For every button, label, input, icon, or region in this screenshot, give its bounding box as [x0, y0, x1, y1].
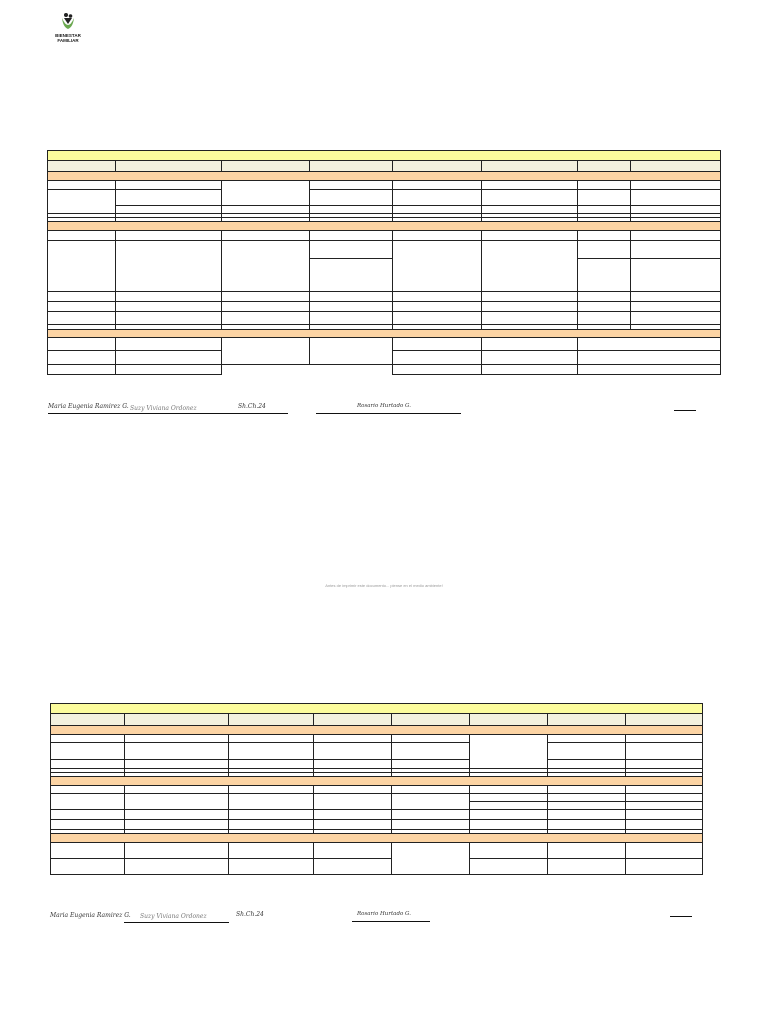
signature-line	[352, 921, 430, 922]
logo-line-2: FAMILIAR	[57, 38, 79, 43]
section-row	[51, 726, 703, 735]
title-row	[48, 151, 721, 161]
table-row	[51, 859, 703, 875]
signature-line	[48, 413, 288, 414]
signature-name-3: Rosario Hurtado G.	[357, 911, 411, 917]
signature-name-1: Maria Eugenia Ramirez G.	[48, 403, 129, 410]
upper-form-table	[47, 150, 721, 375]
section-row	[51, 834, 703, 843]
logo-line-1: BIENESTAR	[55, 33, 81, 38]
header-row	[48, 161, 721, 172]
signature-name-2: Suzy Viviana Ordonez	[140, 913, 207, 920]
table-row	[51, 810, 703, 820]
section-row	[48, 172, 721, 181]
signature-line	[124, 922, 229, 923]
table-row	[51, 794, 703, 802]
signature-name-3: Rosario Hurtado G.	[357, 403, 411, 409]
table-row	[48, 292, 721, 302]
table-row	[48, 312, 721, 325]
family-hands-logo-icon	[60, 10, 76, 34]
table-row	[48, 241, 721, 259]
table-row	[51, 843, 703, 859]
table-row	[48, 338, 721, 351]
signature-name-1: Maria Eugenia Ramirez G.	[50, 912, 131, 919]
table-row	[48, 190, 721, 206]
signature-name-2: Suzy Viviana Ordonez	[130, 405, 197, 412]
table-row	[48, 302, 721, 312]
signature-line	[316, 413, 461, 414]
table-row	[51, 786, 703, 794]
title-row	[51, 704, 703, 714]
table-row	[48, 206, 721, 214]
table-row	[48, 365, 721, 375]
table-row	[48, 231, 721, 241]
table-row	[51, 760, 703, 769]
logo-text	[52, 33, 84, 43]
print-notice: Antes de imprimir este documento... piense en el medio ambiente!	[325, 583, 443, 588]
table-row	[51, 743, 703, 760]
signature-initials: Sh.Ch.24	[238, 403, 266, 410]
section-row	[51, 777, 703, 786]
signature-line	[670, 916, 692, 917]
section-row	[48, 222, 721, 231]
signature-line	[674, 410, 696, 411]
table-row	[51, 735, 703, 743]
lower-form-table	[50, 703, 703, 875]
bienestar-familiar-logo	[52, 10, 84, 48]
table-row	[48, 181, 721, 190]
table-row	[51, 820, 703, 830]
section-row	[48, 330, 721, 338]
header-row	[51, 714, 703, 726]
signature-initials: Sh.Ch.24	[236, 911, 264, 918]
